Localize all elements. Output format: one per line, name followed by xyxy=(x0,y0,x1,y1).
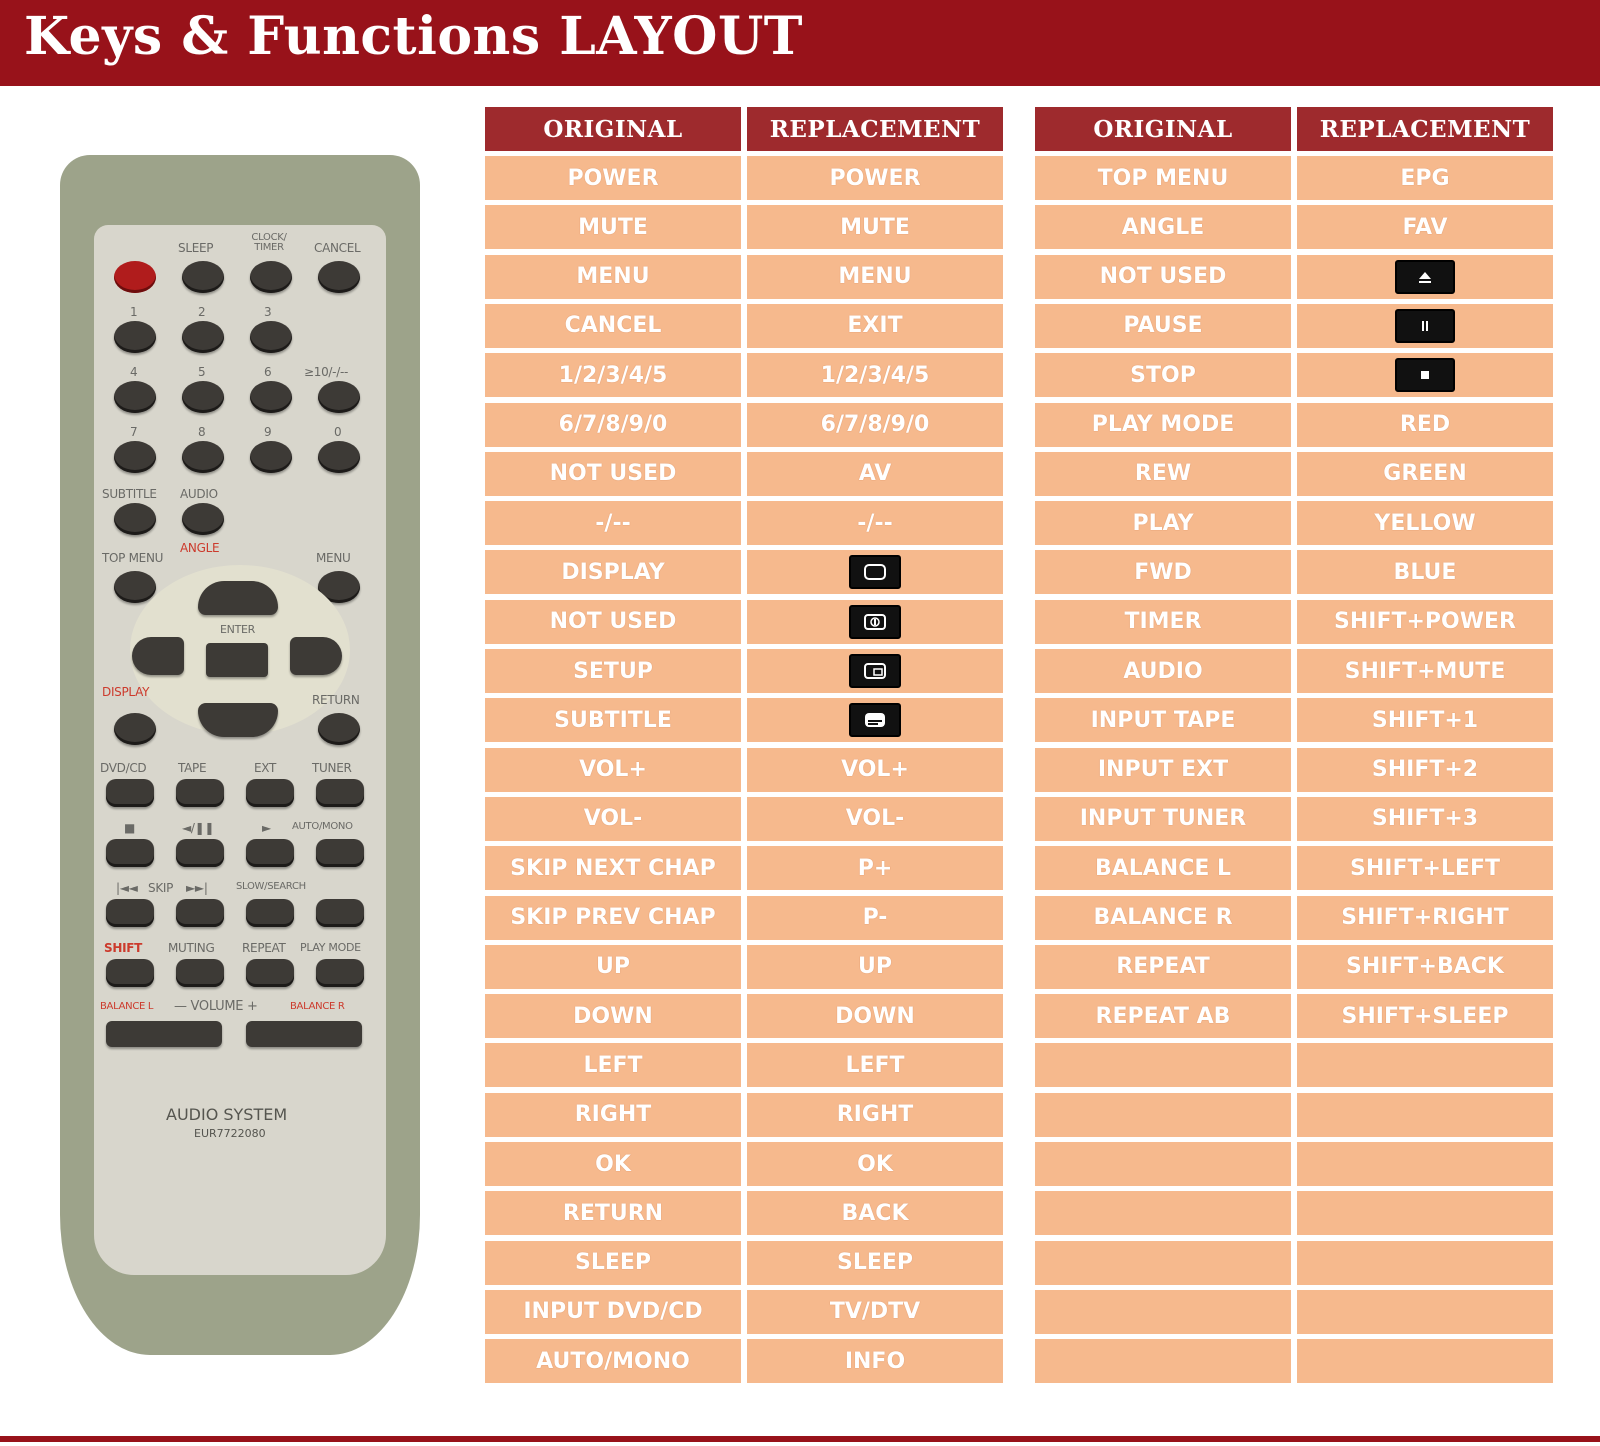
original-cell: REPEAT xyxy=(1035,945,1291,989)
table-row xyxy=(1035,797,1553,841)
remote-play-key xyxy=(246,839,294,867)
table-row xyxy=(485,896,1003,940)
table-row xyxy=(1035,1339,1553,1383)
table-row xyxy=(1035,550,1553,594)
remote-stop-key xyxy=(106,839,154,867)
remote-label-shift: SHIFT xyxy=(104,941,143,955)
original-cell: 6/7/8/9/0 xyxy=(485,403,741,447)
remote-key-5 xyxy=(182,381,224,413)
table-row xyxy=(485,1191,1003,1235)
table-row xyxy=(485,1290,1003,1334)
remote-label-subtitle: SUBTITLE xyxy=(102,487,157,501)
original-cell: TIMER xyxy=(1035,600,1291,644)
original-cell: STOP xyxy=(1035,353,1291,397)
remote-label-9: 9 xyxy=(264,425,272,439)
replacement-cell: OK xyxy=(747,1142,1003,1186)
remote-label-4: 4 xyxy=(130,365,138,379)
original-cell: NOT USED xyxy=(1035,255,1291,299)
replacement-cell: TV/DTV xyxy=(747,1290,1003,1334)
remote-subtitle-key xyxy=(114,503,156,535)
remote-right-key xyxy=(290,637,342,675)
remote-label-tuner: TUNER xyxy=(312,761,352,775)
table-row xyxy=(1035,896,1553,940)
replacement-icon-cell xyxy=(1297,353,1553,397)
remote-label-return: RETURN xyxy=(312,693,360,707)
remote-label-cancel: CANCEL xyxy=(314,241,361,255)
header-replacement: REPLACEMENT xyxy=(1297,107,1553,151)
table-row xyxy=(1035,205,1553,249)
replacement-cell: UP xyxy=(747,945,1003,989)
replacement-cell: MENU xyxy=(747,255,1003,299)
table-row xyxy=(485,156,1003,200)
remote-skip-next-glyph: ►►| xyxy=(186,881,208,895)
table-row xyxy=(1035,452,1553,496)
remote-label-0: 0 xyxy=(334,425,342,439)
remote-label-play-mode: PLAY MODE xyxy=(300,941,361,954)
replacement-cell: GREEN xyxy=(1297,452,1553,496)
table-row xyxy=(1035,156,1553,200)
remote-left-key xyxy=(132,637,184,675)
remote-return-key xyxy=(318,713,360,745)
remote-brand-audio-system: AUDIO SYSTEM xyxy=(166,1105,288,1124)
replacement-cell: EXIT xyxy=(747,304,1003,348)
replacement-cell: INFO xyxy=(747,1339,1003,1383)
remote-key-0 xyxy=(318,441,360,473)
table-row xyxy=(1035,403,1553,447)
remote-skip-next-key xyxy=(176,899,224,927)
table-row xyxy=(1035,1290,1553,1334)
remote-pause-key xyxy=(176,839,224,867)
remote-label-5: 5 xyxy=(198,365,206,379)
table-row xyxy=(485,748,1003,792)
replacement-cell: SHIFT+LEFT xyxy=(1297,846,1553,890)
remote-key-10 xyxy=(318,381,360,413)
remote-model-number: EUR7722080 xyxy=(194,1127,266,1140)
original-cell: VOL+ xyxy=(485,748,741,792)
original-cell: SUBTITLE xyxy=(485,698,741,742)
original-cell: SETUP xyxy=(485,649,741,693)
table-row xyxy=(485,1339,1003,1383)
remote-label-balance-l: BALANCE L xyxy=(100,1001,154,1012)
remote-dvdcd-key xyxy=(106,779,154,807)
original-cell: SKIP NEXT CHAP xyxy=(485,846,741,890)
table-row xyxy=(485,501,1003,545)
table-row xyxy=(1035,353,1553,397)
replacement-cell: YELLOW xyxy=(1297,501,1553,545)
remote-volume-up-key xyxy=(246,1021,362,1047)
table-row xyxy=(1035,748,1553,792)
original-cell xyxy=(1035,1339,1291,1383)
replacement-icon-cell xyxy=(747,600,1003,644)
remote-up-key xyxy=(198,581,278,615)
original-cell: RIGHT xyxy=(485,1093,741,1137)
remote-label-6: 6 xyxy=(264,365,272,379)
original-cell: REW xyxy=(1035,452,1291,496)
original-cell xyxy=(1035,1043,1291,1087)
remote-power-key xyxy=(114,261,156,293)
table-row xyxy=(1035,945,1553,989)
replacement-cell: P- xyxy=(747,896,1003,940)
screen-info-icon xyxy=(849,605,901,639)
remote-display-key xyxy=(114,713,156,745)
replacement-cell: SHIFT+2 xyxy=(1297,748,1553,792)
replacement-cell: SHIFT+SLEEP xyxy=(1297,994,1553,1038)
table-row xyxy=(485,945,1003,989)
remote-key-6 xyxy=(250,381,292,413)
original-cell xyxy=(1035,1241,1291,1285)
table-row xyxy=(1035,994,1553,1038)
remote-label-menu: MENU xyxy=(316,551,351,565)
table-row xyxy=(485,1241,1003,1285)
remote-key-3 xyxy=(250,321,292,353)
replacement-cell: EPG xyxy=(1297,156,1553,200)
remote-ext-key xyxy=(246,779,294,807)
original-cell: LEFT xyxy=(485,1043,741,1087)
original-cell: PLAY xyxy=(1035,501,1291,545)
table-row xyxy=(1035,501,1553,545)
screen-setup-icon xyxy=(849,654,901,688)
original-cell: FWD xyxy=(1035,550,1291,594)
replacement-icon-cell xyxy=(747,649,1003,693)
original-cell: -/-- xyxy=(485,501,741,545)
table-row xyxy=(1035,1142,1553,1186)
remote-label-display: DISPLAY xyxy=(102,685,150,699)
original-cell: CANCEL xyxy=(485,304,741,348)
original-cell: UP xyxy=(485,945,741,989)
original-cell: REPEAT AB xyxy=(1035,994,1291,1038)
replacement-cell: SHIFT+RIGHT xyxy=(1297,896,1553,940)
table-row xyxy=(1035,255,1553,299)
bottom-rule xyxy=(0,1436,1600,1442)
remote-auto-mono-key xyxy=(316,839,364,867)
replacement-cell: SHIFT+MUTE xyxy=(1297,649,1553,693)
table-row xyxy=(485,698,1003,742)
remote-label-10: ≥10/-/-- xyxy=(304,365,349,379)
remote-shift-key xyxy=(106,959,154,987)
remote-play-glyph: ► xyxy=(262,821,271,835)
screen-icon xyxy=(849,555,901,589)
table-row xyxy=(1035,698,1553,742)
table-row xyxy=(1035,649,1553,693)
remote-label-sleep: SLEEP xyxy=(178,241,214,255)
original-cell: ANGLE xyxy=(1035,205,1291,249)
original-cell: INPUT TUNER xyxy=(1035,797,1291,841)
remote-label-skip: SKIP xyxy=(148,881,174,895)
remote-label-volume: — VOLUME + xyxy=(174,999,258,1014)
original-cell: AUTO/MONO xyxy=(485,1339,741,1383)
replacement-cell: MUTE xyxy=(747,205,1003,249)
remote-label-balance-r: BALANCE R xyxy=(290,1001,345,1012)
original-cell: INPUT TAPE xyxy=(1035,698,1291,742)
remote-rew-key xyxy=(246,899,294,927)
remote-tape-key xyxy=(176,779,224,807)
remote-label-dvdcd: DVD/CD xyxy=(100,761,147,775)
remote-audio-key xyxy=(182,503,224,535)
remote-repeat-key xyxy=(246,959,294,987)
subtitle-icon xyxy=(849,703,901,737)
remote-skip-prev-key xyxy=(106,899,154,927)
replacement-cell: DOWN xyxy=(747,994,1003,1038)
header-original: ORIGINAL xyxy=(485,107,741,151)
replacement-icon-cell xyxy=(747,550,1003,594)
remote-skip-prev-glyph: |◄◄ xyxy=(116,881,138,895)
replacement-cell: -/-- xyxy=(747,501,1003,545)
table-row xyxy=(485,846,1003,890)
table-row xyxy=(485,1093,1003,1137)
original-cell: OK xyxy=(485,1142,741,1186)
remote-down-key xyxy=(198,703,278,737)
table-row xyxy=(485,649,1003,693)
remote-tuner-key xyxy=(316,779,364,807)
remote-label-3: 3 xyxy=(264,305,272,319)
replacement-cell: VOL+ xyxy=(747,748,1003,792)
table-row xyxy=(485,1043,1003,1087)
original-cell: POWER xyxy=(485,156,741,200)
table-row xyxy=(1035,304,1553,348)
replacement-cell: POWER xyxy=(747,156,1003,200)
table-row xyxy=(1035,1191,1553,1235)
header-banner xyxy=(0,0,1600,86)
remote-key-9 xyxy=(250,441,292,473)
remote-label-clock-timer: CLOCK/ TIMER xyxy=(251,232,287,253)
remote-volume-down-key xyxy=(106,1021,222,1047)
replacement-cell xyxy=(1297,1241,1553,1285)
table-row xyxy=(485,353,1003,397)
replacement-icon-cell xyxy=(747,698,1003,742)
replacement-icon-cell xyxy=(1297,304,1553,348)
original-cell: 1/2/3/4/5 xyxy=(485,353,741,397)
original-cell xyxy=(1035,1142,1291,1186)
original-cell: NOT USED xyxy=(485,600,741,644)
original-cell: DISPLAY xyxy=(485,550,741,594)
table-row xyxy=(1035,846,1553,890)
replacement-cell: RIGHT xyxy=(747,1093,1003,1137)
remote-label-angle: ANGLE xyxy=(180,541,220,555)
remote-muting-key xyxy=(176,959,224,987)
table-header-row xyxy=(1035,107,1553,151)
replacement-cell: 6/7/8/9/0 xyxy=(747,403,1003,447)
replacement-cell: SHIFT+POWER xyxy=(1297,600,1553,644)
remote-label-ext: EXT xyxy=(254,761,277,775)
original-cell: PAUSE xyxy=(1035,304,1291,348)
original-cell: PLAY MODE xyxy=(1035,403,1291,447)
replacement-cell: RED xyxy=(1297,403,1553,447)
original-cell: VOL- xyxy=(485,797,741,841)
table-row xyxy=(485,600,1003,644)
original-cell xyxy=(1035,1290,1291,1334)
replacement-cell xyxy=(1297,1191,1553,1235)
original-cell: DOWN xyxy=(485,994,741,1038)
replacement-cell: LEFT xyxy=(747,1043,1003,1087)
replacement-cell: AV xyxy=(747,452,1003,496)
remote-label-audio: AUDIO xyxy=(180,487,218,501)
remote-stop-glyph: ■ xyxy=(124,821,136,835)
replacement-cell: SHIFT+3 xyxy=(1297,797,1553,841)
table-row xyxy=(485,255,1003,299)
remote-key-8 xyxy=(182,441,224,473)
replacement-cell xyxy=(1297,1339,1553,1383)
remote-label-enter: ENTER xyxy=(220,623,255,636)
remote-play-mode-key xyxy=(316,959,364,987)
table-row xyxy=(485,994,1003,1038)
table-row xyxy=(485,1142,1003,1186)
remote-top-menu-key xyxy=(114,571,156,603)
replacement-cell: SLEEP xyxy=(747,1241,1003,1285)
original-cell xyxy=(1035,1191,1291,1235)
remote-key-1 xyxy=(114,321,156,353)
table-row xyxy=(1035,1093,1553,1137)
table-row xyxy=(485,550,1003,594)
original-cell: INPUT EXT xyxy=(1035,748,1291,792)
remote-label-1: 1 xyxy=(130,305,138,319)
replacement-cell: FAV xyxy=(1297,205,1553,249)
replacement-cell xyxy=(1297,1290,1553,1334)
remote-timer-key xyxy=(250,261,292,293)
table-row xyxy=(485,304,1003,348)
replacement-cell: BACK xyxy=(747,1191,1003,1235)
remote-play-pause-glyph: ◄/❚❚ xyxy=(182,821,215,835)
table-row xyxy=(485,403,1003,447)
remote-key-2 xyxy=(182,321,224,353)
header-original: ORIGINAL xyxy=(1035,107,1291,151)
remote-label-auto-mono: AUTO/MONO xyxy=(292,821,353,832)
replacement-icon-cell xyxy=(1297,255,1553,299)
remote-face xyxy=(94,225,386,1275)
remote-control-image xyxy=(60,155,420,1355)
remote-label-7: 7 xyxy=(130,425,138,439)
replacement-cell: SHIFT+1 xyxy=(1297,698,1553,742)
table-row xyxy=(485,452,1003,496)
remote-fwd-key xyxy=(316,899,364,927)
table-row xyxy=(1035,1241,1553,1285)
original-cell: TOP MENU xyxy=(1035,156,1291,200)
remote-label-top-menu: TOP MENU xyxy=(102,551,164,565)
remote-key-4 xyxy=(114,381,156,413)
remote-enter-key xyxy=(206,643,268,677)
original-cell: MENU xyxy=(485,255,741,299)
replacement-cell: 1/2/3/4/5 xyxy=(747,353,1003,397)
replacement-cell: SHIFT+BACK xyxy=(1297,945,1553,989)
original-cell: MUTE xyxy=(485,205,741,249)
remote-key-7 xyxy=(114,441,156,473)
table-row xyxy=(1035,1043,1553,1087)
pause-icon xyxy=(1395,309,1455,343)
original-cell: NOT USED xyxy=(485,452,741,496)
header-replacement: REPLACEMENT xyxy=(747,107,1003,151)
remote-label-8: 8 xyxy=(198,425,206,439)
replacement-cell xyxy=(1297,1043,1553,1087)
table-row xyxy=(485,205,1003,249)
replacement-cell: BLUE xyxy=(1297,550,1553,594)
table-row xyxy=(485,797,1003,841)
remote-label-repeat: REPEAT xyxy=(242,941,286,955)
replacement-cell xyxy=(1297,1093,1553,1137)
original-cell: INPUT DVD/CD xyxy=(485,1290,741,1334)
replacement-cell: P+ xyxy=(747,846,1003,890)
original-cell: SLEEP xyxy=(485,1241,741,1285)
original-cell: AUDIO xyxy=(1035,649,1291,693)
original-cell: RETURN xyxy=(485,1191,741,1235)
replacement-cell: VOL- xyxy=(747,797,1003,841)
table-header-row xyxy=(485,107,1003,151)
remote-label-muting: MUTING xyxy=(168,941,215,955)
remote-label-slow-search: SLOW/SEARCH xyxy=(236,881,306,892)
page-title: Keys & Functions LAYOUT xyxy=(24,6,803,67)
remote-label-tape: TAPE xyxy=(178,761,207,775)
remote-cancel-key xyxy=(318,261,360,293)
replacement-cell xyxy=(1297,1142,1553,1186)
table-row xyxy=(1035,600,1553,644)
original-cell xyxy=(1035,1093,1291,1137)
remote-label-2: 2 xyxy=(198,305,206,319)
original-cell: BALANCE L xyxy=(1035,846,1291,890)
remote-sleep-key xyxy=(182,261,224,293)
original-cell: SKIP PREV CHAP xyxy=(485,896,741,940)
original-cell: BALANCE R xyxy=(1035,896,1291,940)
eject-icon xyxy=(1395,260,1455,294)
stop-icon xyxy=(1395,358,1455,392)
